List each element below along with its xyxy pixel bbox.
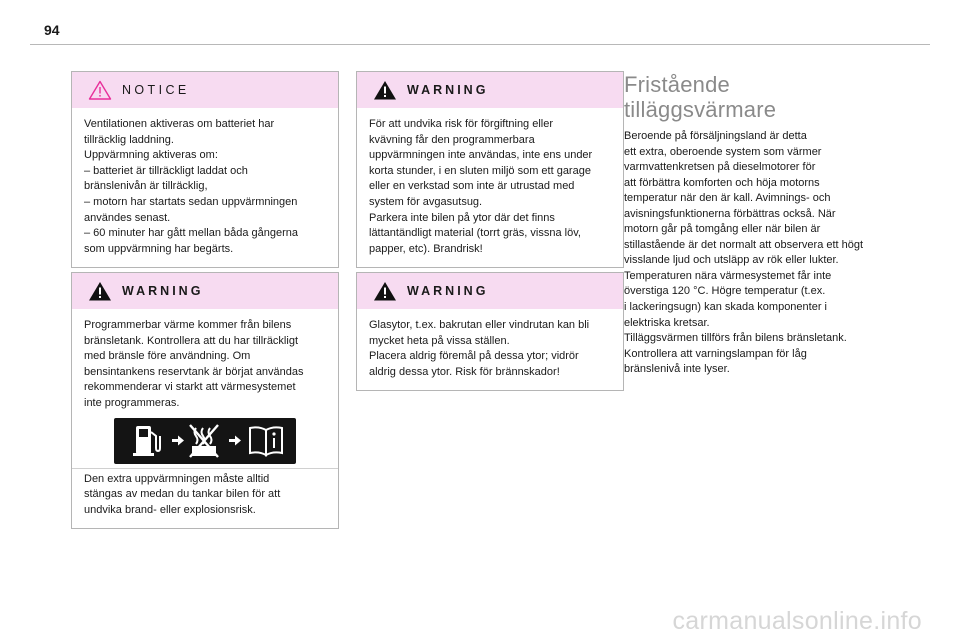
page-number: 94 (44, 22, 60, 38)
warning-poison-body: För att undvika risk för förgiftning eller kvävning får den programmerbara uppvärmningen inte användas, inte ens under korta stunder, i en sluten miljö som ett garage eller en verkstad som inte är utrustad med system för avgasutsug. Parkera inte bilen på ytor där det finns lättantändligt material (torrt gräs, vissna löv, papper, etc). Brandrisk! (369, 118, 593, 255)
arrow-right-icon (229, 435, 241, 445)
section-heading: Fristående tilläggsvärmare (624, 72, 777, 122)
warning-fuel-body: Programmerbar värme kommer från bilens bränsletank. Kontrollera att du har tillräckligt med bränsle före användning. Om bensintankens reservtank är börjat användas rekommenderar vi starkt att värmesystemet inte programmeras. (84, 319, 304, 409)
warning-fuel-header (72, 273, 338, 309)
warning-triangle-icon (88, 281, 122, 301)
fuel-pump-icon (133, 426, 160, 456)
warning-fuel-box (71, 272, 339, 529)
arrow-right-icon (172, 435, 184, 445)
header-divider (30, 44, 930, 45)
notice-body: Ventilationen aktiveras om batteriet har tillräcklig laddning. Uppvärmning aktiveras om: – batteriet är tillräckligt laddat och bränslenivån är tillräcklig, – motorn har startats sedan uppvärmningen användes senast. – 60 minuter har gått mellan båda gångerna som uppvärmning har begärts. (84, 118, 299, 255)
warning-triangle-icon (373, 281, 407, 301)
notice-triangle-icon (88, 80, 122, 100)
warning-fuel-body-after-image: Den extra uppvärmningen måste alltid stängas av medan du tankar bilen för att undvika brand- eller explosionsrisk. (84, 472, 281, 516)
notice-title: NOTICE (122, 83, 190, 97)
warning-poison-box (356, 71, 624, 268)
warning-glass-body: Glasytor, t.ex. bakrutan eller vindrutan kan bli mycket heta på vissa ställen. Placera aldrig föremål på dessa ytor; vidrör aldrig dessa ytor. Risk för brännskador! (369, 319, 590, 378)
warning-glass-box (356, 272, 624, 391)
warning-poison-title: WARNING (407, 83, 489, 97)
warning-poison-header (357, 72, 623, 108)
manual-book-icon (250, 427, 282, 455)
watermark: carmanualsonline.info (672, 607, 922, 635)
section-body: Beroende på försäljningsland är detta ett extra, oberoende system som värmer varmvattenkretsen på dieselmotorer för att förbättra komforten och höja motorns temperatur när den är kall. Avimnings- och avisningsfunktionerna förbättras också. När motorn går på tomgång eller när bilen är stillastående är det normalt att observera ett högt visslande ljud och utsläpp av rök eller lukter. Temperaturen nära värmesystemet får inte överstiga 120 °C. Högre temperatur (t.ex. i lackeringsugn) kan skada komponenter i elektriska kretsar. Tilläggsvärmen tillförs från bilens bränsletank. Kontrollera att varningslampan för låg bränslenivå inte lyser. (624, 130, 864, 376)
notice-box (71, 71, 339, 268)
warning-glass-header (357, 273, 623, 309)
fuel-heater-pictogram (114, 418, 296, 464)
warning-glass-title: WARNING (407, 284, 489, 298)
notice-box-header (72, 72, 338, 108)
heater-crossed-icon (190, 425, 218, 457)
warning-fuel-title: WARNING (122, 284, 204, 298)
warning-triangle-icon (373, 80, 407, 100)
